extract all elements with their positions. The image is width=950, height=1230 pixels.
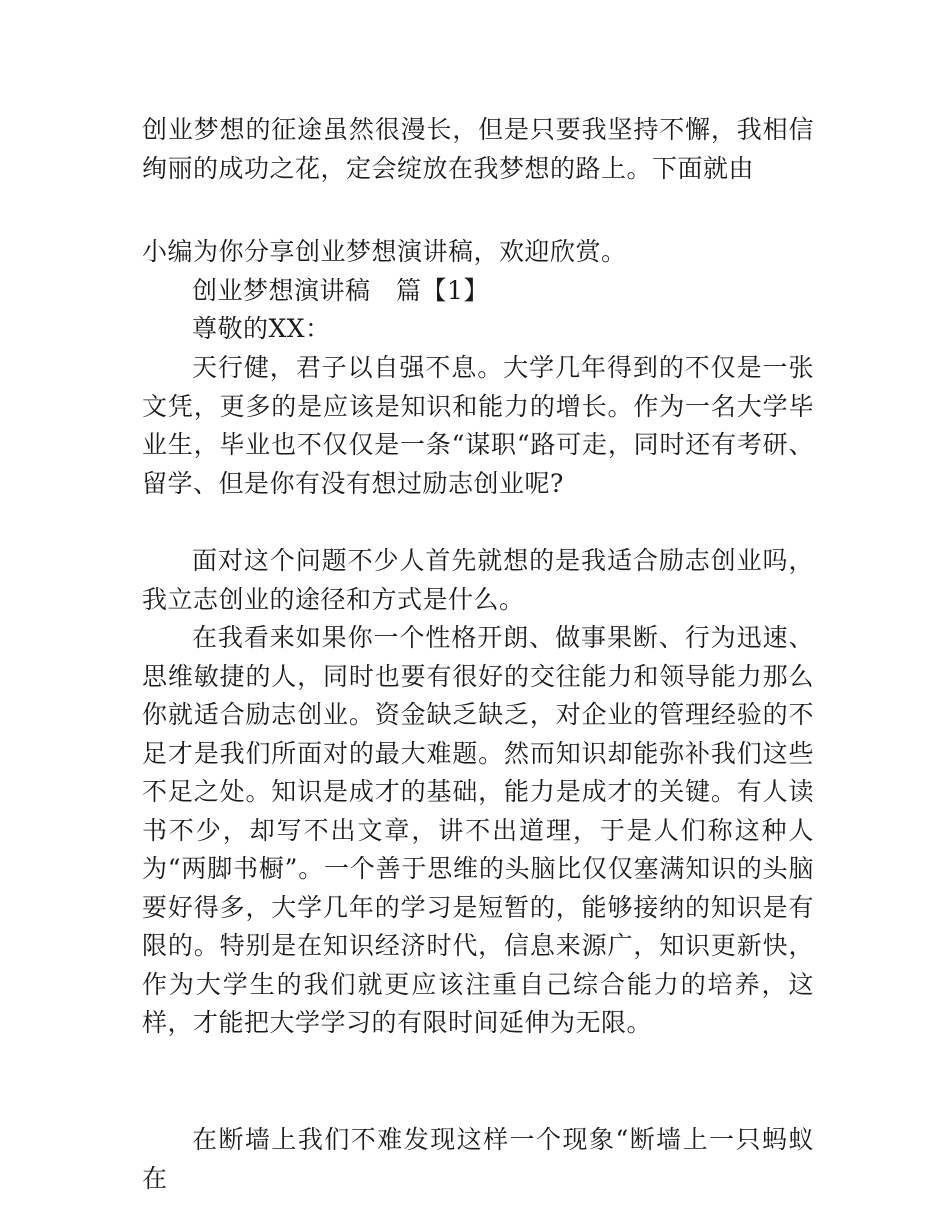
speech-heading: 创业梦想演讲稿 篇【1】 [192,276,489,305]
intro-paragraph-part2: 小编为你分享创业梦想演讲稿，欢迎欣赏。 [142,237,627,266]
body-paragraph-1: 天行健，君子以自强不息。大学几年得到的不仅是一张文凭，更多的是应该是知识和能力的增长。作为一名大学毕业生，毕业也不仅仅是一条“谋职“路可走，同时还有考研、留学、但是你有没有想过励志创业呢? [142,353,814,498]
body-paragraph-3: 在我看来如果你一个性格开朗、做事果断、行为迅速、思维敏捷的人，同时也要有很好的交往能力和领导能力那么你就适合励志创业。资金缺乏缺乏，对企业的管理经验的不足才是我们所面对的最大难题。然而知识却能弥补我们这些不足之处。知识是成才的基础，能力是成才的关键。有人读书不少，却写不出文章，讲不出道理，于是人们称这种人为“两脚书橱”。一个善于思维的头脑比仅仅塞满知识的头脑要好得多，大学几年的学习是短暂的，能够接纳的知识是有限的。特别是在知识经济时代，信息来源广，知识更新快，作为大学生的我们就更应该注重自己综合能力的培养，这样，才能把大学学习的有限时间延伸为无限。 [142,623,814,1037]
body-paragraph-4: 在断墙上我们不难发现这样一个现象“断墙上一只蚂蚁在 [142,1125,814,1193]
salutation: 尊敬的XX： [192,314,331,343]
intro-paragraph-part1: 创业梦想的征途虽然很漫长，但是只要我坚持不懈，我相信绚丽的成功之花，定会绽放在我梦想的路上。下面就由 [142,115,814,183]
body-paragraph-2: 面对这个问题不少人首先就想的是我适合励志创业吗，我立志创业的途径和方式是什么。 [142,546,814,614]
